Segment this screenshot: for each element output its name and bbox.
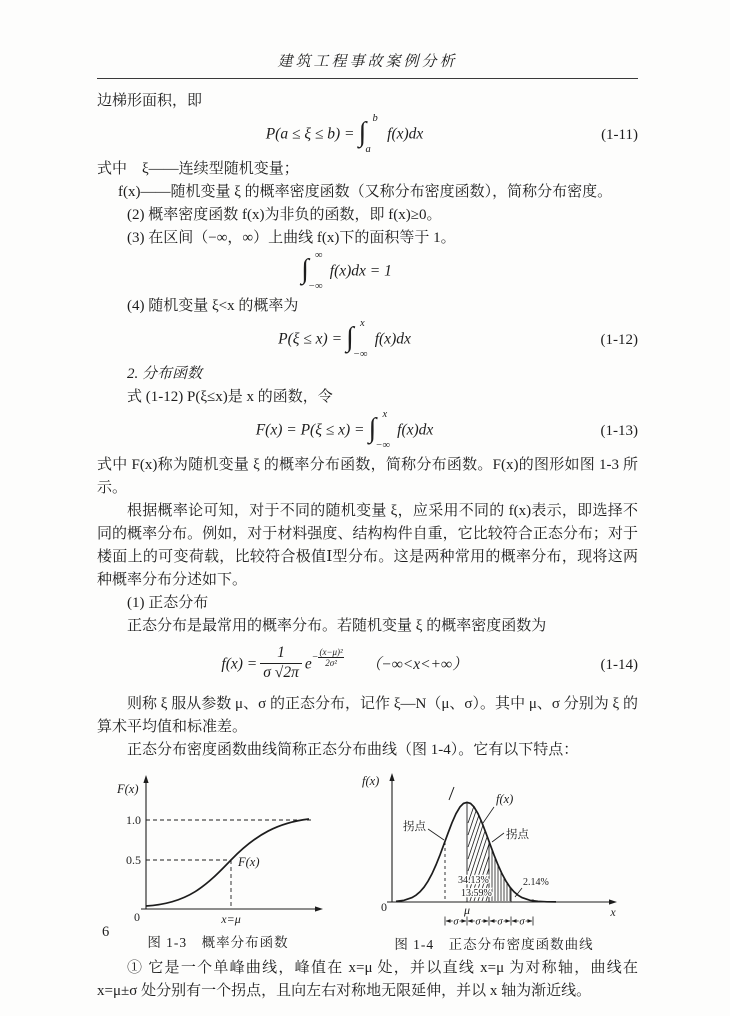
x-axis-arrow <box>315 907 323 912</box>
heading-distribution-function: 2. 分布函数 <box>127 366 203 382</box>
equation-1-11 <box>97 113 638 158</box>
fig14-pct-3sigma: 2.14% <box>523 877 549 889</box>
equation-number: (1-14) <box>600 656 638 673</box>
paragraph-feature-1: ① 它是一个单峰曲线，峰值在 x=μ 处，并以直线 x=μ 为对称轴，曲线在 x=μ±σ 处分别有一个拐点，且向左右对称地无限延伸，并以 x 轴为渐近线。 <box>97 960 638 1000</box>
equation-1-13 <box>97 409 638 454</box>
sigma-label-4: σ <box>519 916 525 928</box>
exponent: − $\frac{\text{(x−μ)²}}{\text{2σ²}}$ <box>311 646 343 668</box>
fig13-tick-1: 1.0 <box>126 813 141 828</box>
fig14-curve-label: f(x) <box>496 792 514 807</box>
fig14-x-axis-label: x <box>610 905 616 920</box>
eq12-rhs: f(x)dx <box>374 330 411 348</box>
fig14-pct-2sigma: 13.59% <box>461 888 492 900</box>
paragraph-curve-intro: 正态分布密度函数曲线简称正态分布曲线（图 1-4）。它有以下特点： <box>127 742 579 759</box>
cdf-plot <box>103 770 333 928</box>
paragraph-intro: 边梯形面积，即 <box>97 93 203 109</box>
running-header: 建筑工程事故案例分析 <box>277 54 458 70</box>
eq11-rhs: f(x)dx <box>387 125 424 143</box>
fig14-inflection-right-label: 拐点 <box>506 829 529 842</box>
integral-sign: ∫ b a <box>358 113 378 155</box>
fig13-origin-label: 0 <box>134 910 140 925</box>
equation-number: (1-12) <box>600 331 638 348</box>
inflection-left-leader <box>428 829 444 840</box>
fig14-y-axis-label: f(x) <box>362 774 380 789</box>
eq-unity-rhs: f(x)dx = 1 <box>329 262 392 280</box>
equation-1-14 <box>97 638 638 693</box>
page-number: 6 <box>102 924 110 940</box>
paragraph-fx-name: 式中 F(x)称为随机变量 ξ 的概率分布函数，简称分布函数。F(x)的图形如图 1-3 所示。 <box>97 457 638 496</box>
sigma-label-3: σ <box>497 916 503 928</box>
eq13-rhs: f(x)dx <box>397 421 434 439</box>
fig14-origin-label: 0 <box>381 900 387 915</box>
content-column <box>97 50 638 1003</box>
integral-sign: ∫ x −∞ <box>368 409 391 451</box>
y-axis-arrow <box>389 773 394 781</box>
equation-number: (1-11) <box>601 126 638 143</box>
figure-1-4-caption: 图 1-4 正态分布密度函数曲线 <box>394 937 594 953</box>
eq13-lhs: F(x) = P(ξ ≤ x) = <box>255 421 365 439</box>
figure-1-3-caption: 图 1-3 概率分布函数 <box>147 935 289 951</box>
figure-1-3 <box>97 770 339 953</box>
sqrt-sign: √ <box>274 663 284 681</box>
fig13-curve-label: F(x) <box>238 855 260 870</box>
inflection-right-leader <box>492 833 504 842</box>
fig14-pct-1sigma: 34.13% <box>458 875 489 887</box>
sigma-label-2: σ <box>475 916 481 928</box>
paragraph-let: 式 (1-12) P(ξ≤x)是 x 的函数，令 <box>127 389 333 405</box>
figures-row <box>97 770 638 953</box>
sigma-label-1: σ <box>453 916 459 928</box>
hatch-34-percent-region <box>468 806 489 901</box>
x-axis-arrow <box>609 900 617 905</box>
header-rule <box>97 78 638 79</box>
fig13-y-axis-label: F(x) <box>117 782 139 797</box>
paragraph-fx-def: f(x)——随机变量 ξ 的概率密度函数（又称分布密度函数），简称分布密度。 <box>118 184 613 200</box>
eq14-domain: （−∞<x<+∞） <box>365 655 468 673</box>
equation-number: (1-13) <box>600 422 638 439</box>
cdf-curve <box>146 819 309 906</box>
paragraph-genju: 根据概率论可知，对于不同的随机变量 ξ，应采用不同的 f(x)表示，即选择不同的概率分布。例如，对于材料强度、结构构件自重，它比较符合正态分布；对于楼面上的可变荷载，比较符合极值Ⅰ型分布。这是两种常用的概率分布，现将这两种概率分布分述如下。 <box>97 503 638 588</box>
sigma-ruler <box>445 917 533 928</box>
fig13-x-mu-label: x=μ <box>221 912 241 927</box>
figure-1-4 <box>350 770 638 953</box>
list-item-4: (4) 随机变量 ξ<x 的概率为 <box>127 298 299 314</box>
integral-sign: ∫ x −∞ <box>346 318 368 360</box>
fig14-mu-label: μ <box>463 903 471 918</box>
integral-sign: ∫ ∞ −∞ <box>301 250 323 292</box>
fx-label-leader <box>483 807 494 823</box>
equation-unity <box>97 250 638 295</box>
eq14-lhs: f(x) = <box>221 655 258 673</box>
list-item-3: (3) 在区间（−∞，∞）上曲线 f(x)下的面积等于 1。 <box>127 230 456 246</box>
list-item-normal: (1) 正态分布 <box>127 595 209 611</box>
list-item-2: (2) 概率密度函数 f(x)为非负的函数，即 f(x)≥0。 <box>127 207 442 223</box>
paragraph-where-xi: 式中 ξ——连续型随机变量； <box>97 161 299 177</box>
fig13-tick-05: 0.5 <box>126 853 141 868</box>
euler-e: e <box>304 655 312 673</box>
fraction: $\frac{1}{\sigma √2\pi}$ <box>260 644 302 682</box>
normal-density-plot <box>359 770 629 930</box>
inflection-tangent-stroke <box>449 787 454 800</box>
eq11-lhs: P(a ≤ ξ ≤ b) = <box>265 125 355 143</box>
paragraph-normal-intro: 正态分布是最常用的概率分布。若随机变量 ξ 的概率密度函数为 <box>127 618 547 634</box>
fig14-inflection-left-label: 拐点 <box>403 821 426 834</box>
eq12-lhs: P(ξ ≤ x) = <box>278 330 343 348</box>
paragraph-zecheng: 则称 ξ 服从参数 μ、σ 的正态分布，记作 ξ—N（μ、σ）。其中 μ、σ 分别为 ξ 的算术平均值和标准差。 <box>97 696 638 736</box>
y-axis-arrow <box>143 775 148 783</box>
equation-1-12 <box>97 318 638 363</box>
